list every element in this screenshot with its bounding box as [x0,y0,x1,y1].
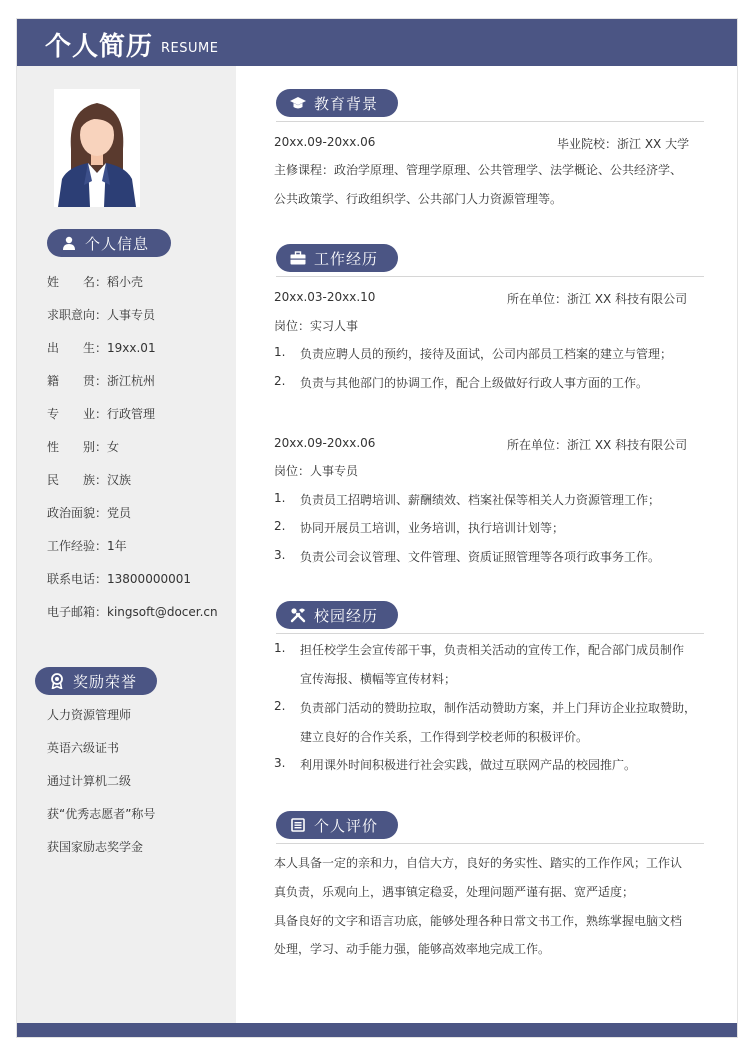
award-item: 获国家励志奖学金 [47,840,144,854]
section-evaluation [276,811,398,839]
award-item: 英语六级证书 [47,741,120,755]
campus-item-cont: 建立良好的合作关系，工作得到学校老师的积极评价。 [300,730,589,744]
section-divider [276,843,704,844]
section-work [276,244,398,272]
section-title: 教育背景 [314,94,379,113]
campus-item: 利用课外时间积极进行社会实践，做过互联网产品的校园推广。 [300,758,637,772]
campus-item: 担任校学生会宣传部干事，负责相关活动的宣传工作，配合部门成员制作 [300,643,685,657]
section-personal-info [47,229,171,257]
info-row: 民 族：汉族 [47,473,132,487]
job-duty: 负责应聘人员的预约，接待及面试，公司内部员工档案的建立与管理； [300,347,673,361]
info-row: 政治面貌：党员 [47,506,132,520]
section-education [276,89,398,117]
section-divider [276,633,704,634]
education-school: 毕业院校：浙江 XX 大学 [557,137,690,151]
section-title: 奖励荣誉 [73,672,138,691]
avatar [54,89,140,207]
list-number: 2. [274,699,286,713]
award-item: 通过计算机二级 [47,774,132,788]
section-divider [276,276,704,277]
job-duty: 负责与其他部门的协调工作，配合上级做好行政人事方面的工作。 [300,376,649,390]
evaluation-line: 本人具备一定的亲和力，自信大方，良好的务实性、踏实的工作作风；工作认 [274,856,683,870]
section-title: 工作经历 [314,249,379,268]
job-position: 岗位：实习人事 [274,319,359,333]
page-subtitle: RESUME [161,41,219,56]
section-divider [276,121,704,122]
list-number: 1. [274,641,286,655]
info-row: 性 别：女 [47,440,120,454]
sidebar [17,66,236,1023]
section-campus [276,601,398,629]
section-title: 校园经历 [314,606,379,625]
info-row-email: 电子邮箱：kingsoft@docer.cn [47,605,218,619]
briefcase-icon [290,250,306,266]
info-row: 姓 名：稻小壳 [47,275,144,289]
list-number: 1. [274,491,286,505]
section-title: 个人信息 [85,234,150,253]
resume-page [17,19,737,1037]
section-title: 个人评价 [314,816,379,835]
info-row: 出 生：19xx.01 [47,341,156,355]
job-position: 岗位：人事专员 [274,464,359,478]
list-number: 3. [274,548,286,562]
job-period: 20xx.03-20xx.10 [274,290,376,304]
education-courses: 主修课程：政治学原理、管理学原理、公共管理学、法学概论、公共经济学、 [274,163,683,177]
campus-item: 负责部门活动的赞助拉取，制作活动赞助方案，并上门拜访企业拉取赞助， [300,701,697,715]
info-row: 求职意向：人事专员 [47,308,156,322]
tools-icon [290,607,306,623]
info-row: 工作经验：1年 [47,539,127,553]
page-title: 个人简历 [45,32,154,62]
list-number: 2. [274,374,286,388]
evaluation-line: 具备良好的文字和语言功底，能够处理各种日常文书工作，熟练掌握电脑文档 [274,914,683,928]
job-duty: 负责员工招聘培训、薪酬绩效、档案社保等相关人力资源管理工作； [300,493,661,507]
education-period: 20xx.09-20xx.06 [274,135,376,149]
list-number: 3. [274,756,286,770]
footer-bar [17,1023,737,1037]
award-item: 人力资源管理师 [47,708,132,722]
header-bar [17,19,737,66]
job-company: 所在单位：浙江 XX 科技有限公司 [507,438,688,452]
job-duty: 负责公司会议管理、文件管理、资质证照管理等各项行政事务工作。 [300,550,661,564]
evaluation-line: 处理，学习、动手能力强，能够高效率地完成工作。 [274,942,551,956]
list-number: 2. [274,519,286,533]
info-row: 籍 贯：浙江杭州 [47,374,156,388]
job-period: 20xx.09-20xx.06 [274,436,376,450]
info-row-phone: 联系电话：13800000001 [47,572,191,586]
medal-icon [49,673,65,689]
evaluation-line: 真负责，乐观向上，遇事镇定稳妥，处理问题严谨有据、宽严适度； [274,885,635,899]
section-awards [35,667,157,695]
info-row: 专 业：行政管理 [47,407,156,421]
graduation-cap-icon [290,95,306,111]
education-courses-cont: 公共政策学、行政组织学、公共部门人力资源管理等。 [274,192,563,206]
list-number: 1. [274,345,286,359]
job-duty: 协同开展员工培训，业务培训，执行培训计划等； [300,521,565,535]
person-icon [61,235,77,251]
campus-item-cont: 宣传海报、横幅等宣传材料； [300,672,457,686]
award-item: 获“优秀志愿者”称号 [47,807,156,821]
document-icon [290,817,306,833]
job-company: 所在单位：浙江 XX 科技有限公司 [507,292,688,306]
